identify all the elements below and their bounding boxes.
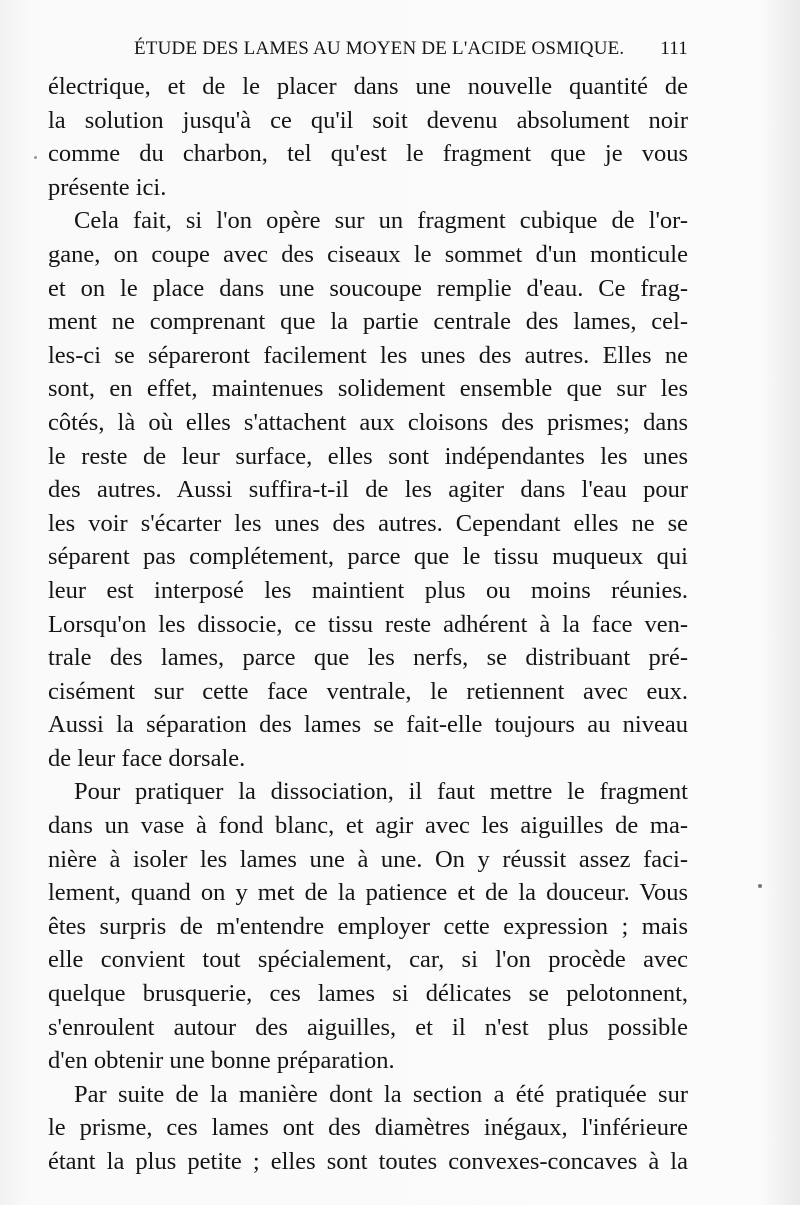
ink-speck (34, 156, 37, 159)
text-line: lement, quand on y met de la patience et de la douceur. Vous (48, 879, 688, 907)
ink-speck (758, 884, 762, 888)
text-line: trale des lames, parce que les nerfs, se distribuant pré- (48, 644, 688, 672)
text-line: de leur face dorsale. (48, 744, 246, 772)
text-line: étant la plus petite ; elles sont toutes convexes-concaves à la (48, 1148, 688, 1175)
running-title: ÉTUDE DES LAMES AU MOYEN DE L'ACIDE OSMIQUE. (134, 38, 625, 59)
text-line: Par suite de la manière dont la section a été pratiquée sur (74, 1080, 688, 1108)
text-line: le prisme, ces lames ont des diamètres inégaux, l'inférieure (48, 1114, 688, 1142)
text-line: sont, en effet, maintenues solidement ensemble que sur les (48, 375, 688, 403)
text-line: Aussi la séparation des lames se fait-elle toujours au niveau (48, 711, 688, 739)
text-line: Lorsqu'on les dissocie, ce tissu reste adhérent à la face ven- (48, 610, 688, 638)
text-line: d'en obtenir une bonne préparation. (48, 1047, 395, 1075)
page-number: 111 (660, 38, 688, 59)
text-line: séparent pas complétement, parce que le tissu muqueux qui (48, 543, 688, 571)
text-line: leur est interposé les maintient plus ou moins réunies. (48, 576, 688, 604)
text-line: la solution jusqu'à ce qu'il soit devenu absolument noir (48, 106, 688, 134)
text-line: elle convient tout spécialement, car, si l'on procède avec (48, 946, 688, 974)
text-line: quelque brusquerie, ces lames si délicates se pelotonnent, (48, 980, 688, 1008)
body-text (48, 70, 688, 1179)
text-line: les-ci se sépareront facilement les unes des autres. Elles ne (48, 341, 688, 369)
text-line: comme du charbon, tel qu'est le fragment que je vous (48, 140, 688, 168)
text-line: présente ici. (48, 173, 167, 201)
text-line: êtes surpris de m'entendre employer cette expression ; mais (48, 912, 688, 940)
text-line: gane, on coupe avec des ciseaux le sommet d'un monticule (48, 240, 688, 268)
text-line: cisément sur cette face ventrale, le retiennent avec eux. (48, 677, 688, 705)
text-line: Pour pratiquer la dissociation, il faut mettre le fragment (74, 778, 688, 806)
text-line: ment ne comprenant que la partie centrale des lames, cel- (48, 308, 688, 336)
text-line: dans un vase à fond blanc, et agir avec les aiguilles de ma- (48, 812, 688, 840)
text-line: s'enroulent autour des aiguilles, et il n'est plus possible (48, 1013, 688, 1041)
text-line: le reste de leur surface, elles sont indépendantes les unes (48, 442, 688, 470)
text-line: Cela fait, si l'on opère sur un fragment cubique de l'or- (74, 207, 688, 235)
text-line: nière à isoler les lames une à une. On y réussit assez faci- (48, 845, 688, 873)
text-line: les voir s'écarter les unes des autres. Cependant elles ne se (48, 509, 688, 537)
running-head (48, 38, 688, 66)
text-line: électrique, et de le placer dans une nouvelle quantité de (48, 73, 688, 100)
text-line: et on le place dans une soucoupe remplie d'eau. Ce frag- (48, 274, 688, 302)
text-line: côtés, là où elles s'attachent aux cloisons des prismes; dans (48, 408, 688, 436)
text-line: des autres. Aussi suffira-t-il de les agiter dans l'eau pour (48, 476, 688, 504)
